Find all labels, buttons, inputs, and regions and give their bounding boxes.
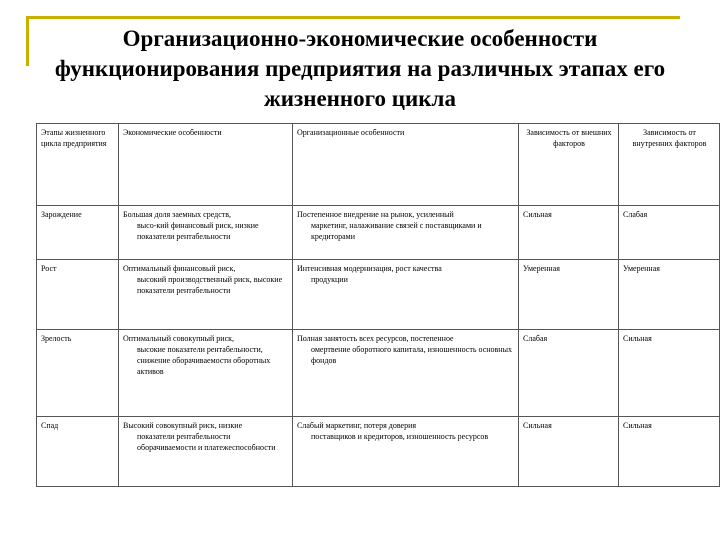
title-line: жизненного цикла [264, 86, 456, 111]
cell-text: Оптимальный финансовый риск, [123, 264, 236, 273]
cell-text: Постепенное внедрение на рынок, усиленный [297, 210, 454, 219]
cell-organizational [293, 260, 519, 330]
cell-text: маркетинг, налаживание связей с поставщиками и кредиторами [311, 221, 482, 241]
cell-text: высокие показатели рентабельности, снижение оборачиваемости оборотных активов [137, 345, 271, 376]
slide-title [30, 24, 690, 114]
cell-internal: Слабая [619, 206, 720, 260]
cell-text: продукции [311, 275, 348, 284]
table-row [37, 330, 720, 417]
cell-economic [119, 417, 293, 487]
cell-text: Высокий совокупный риск, низкие [123, 421, 243, 430]
lifecycle-table [36, 123, 720, 487]
cell-text: Слабый маркетинг, потеря доверия [297, 421, 417, 430]
title-accent-bar [26, 16, 29, 66]
title-line: функционирования предприятия на различных этапах его [54, 56, 666, 81]
cell-economic [119, 330, 293, 417]
cell-text: Интенсивная модернизация, рост качества [297, 264, 442, 273]
cell-organizational [293, 417, 519, 487]
header-economic: Экономические особенности [119, 124, 293, 206]
table-row [37, 206, 720, 260]
cell-internal: Сильная [619, 330, 720, 417]
header-stage: Этапы жизненного цикла предприятия [37, 124, 119, 206]
cell-external: Сильная [519, 417, 619, 487]
cell-external: Умеренная [519, 260, 619, 330]
title-accent-line [26, 16, 680, 19]
cell-organizational [293, 206, 519, 260]
cell-external: Сильная [519, 206, 619, 260]
cell-external: Слабая [519, 330, 619, 417]
cell-text: показатели рентабельности оборачиваемости и платежеспособности [137, 432, 276, 452]
header-external: Зависимость от внешних факторов [519, 124, 619, 206]
cell-text: высокий производственный риск, высокие показатели рентабельности [137, 275, 283, 295]
cell-economic [119, 260, 293, 330]
header-internal: Зависимость от внутренних факторов [619, 124, 720, 206]
cell-text: высо-кий финансовый риск, низкие показатели рентабельности [137, 221, 259, 241]
cell-text: Большая доля заемных средств, [123, 210, 232, 219]
cell-stage: Рост [37, 260, 119, 330]
cell-internal: Умеренная [619, 260, 720, 330]
title-line: Организационно-экономические особенности [122, 26, 598, 51]
cell-text: Полная занятость всех ресурсов, постепенное [297, 334, 454, 343]
table-row [37, 417, 720, 487]
table-row [37, 260, 720, 330]
cell-internal: Сильная [619, 417, 720, 487]
cell-text: омертвение оборотного капитала, изношенность основных фондов [311, 345, 512, 365]
cell-stage: Зрелость [37, 330, 119, 417]
header-organizational: Организационные особенности [293, 124, 519, 206]
cell-stage: Спад [37, 417, 119, 487]
cell-text: Оптимальный совокупный риск, [123, 334, 235, 343]
cell-organizational [293, 330, 519, 417]
cell-economic [119, 206, 293, 260]
cell-text: поставщиков и кредиторов, изношенность ресурсов [311, 432, 489, 441]
cell-stage: Зарождение [37, 206, 119, 260]
table-header-row [37, 124, 720, 206]
